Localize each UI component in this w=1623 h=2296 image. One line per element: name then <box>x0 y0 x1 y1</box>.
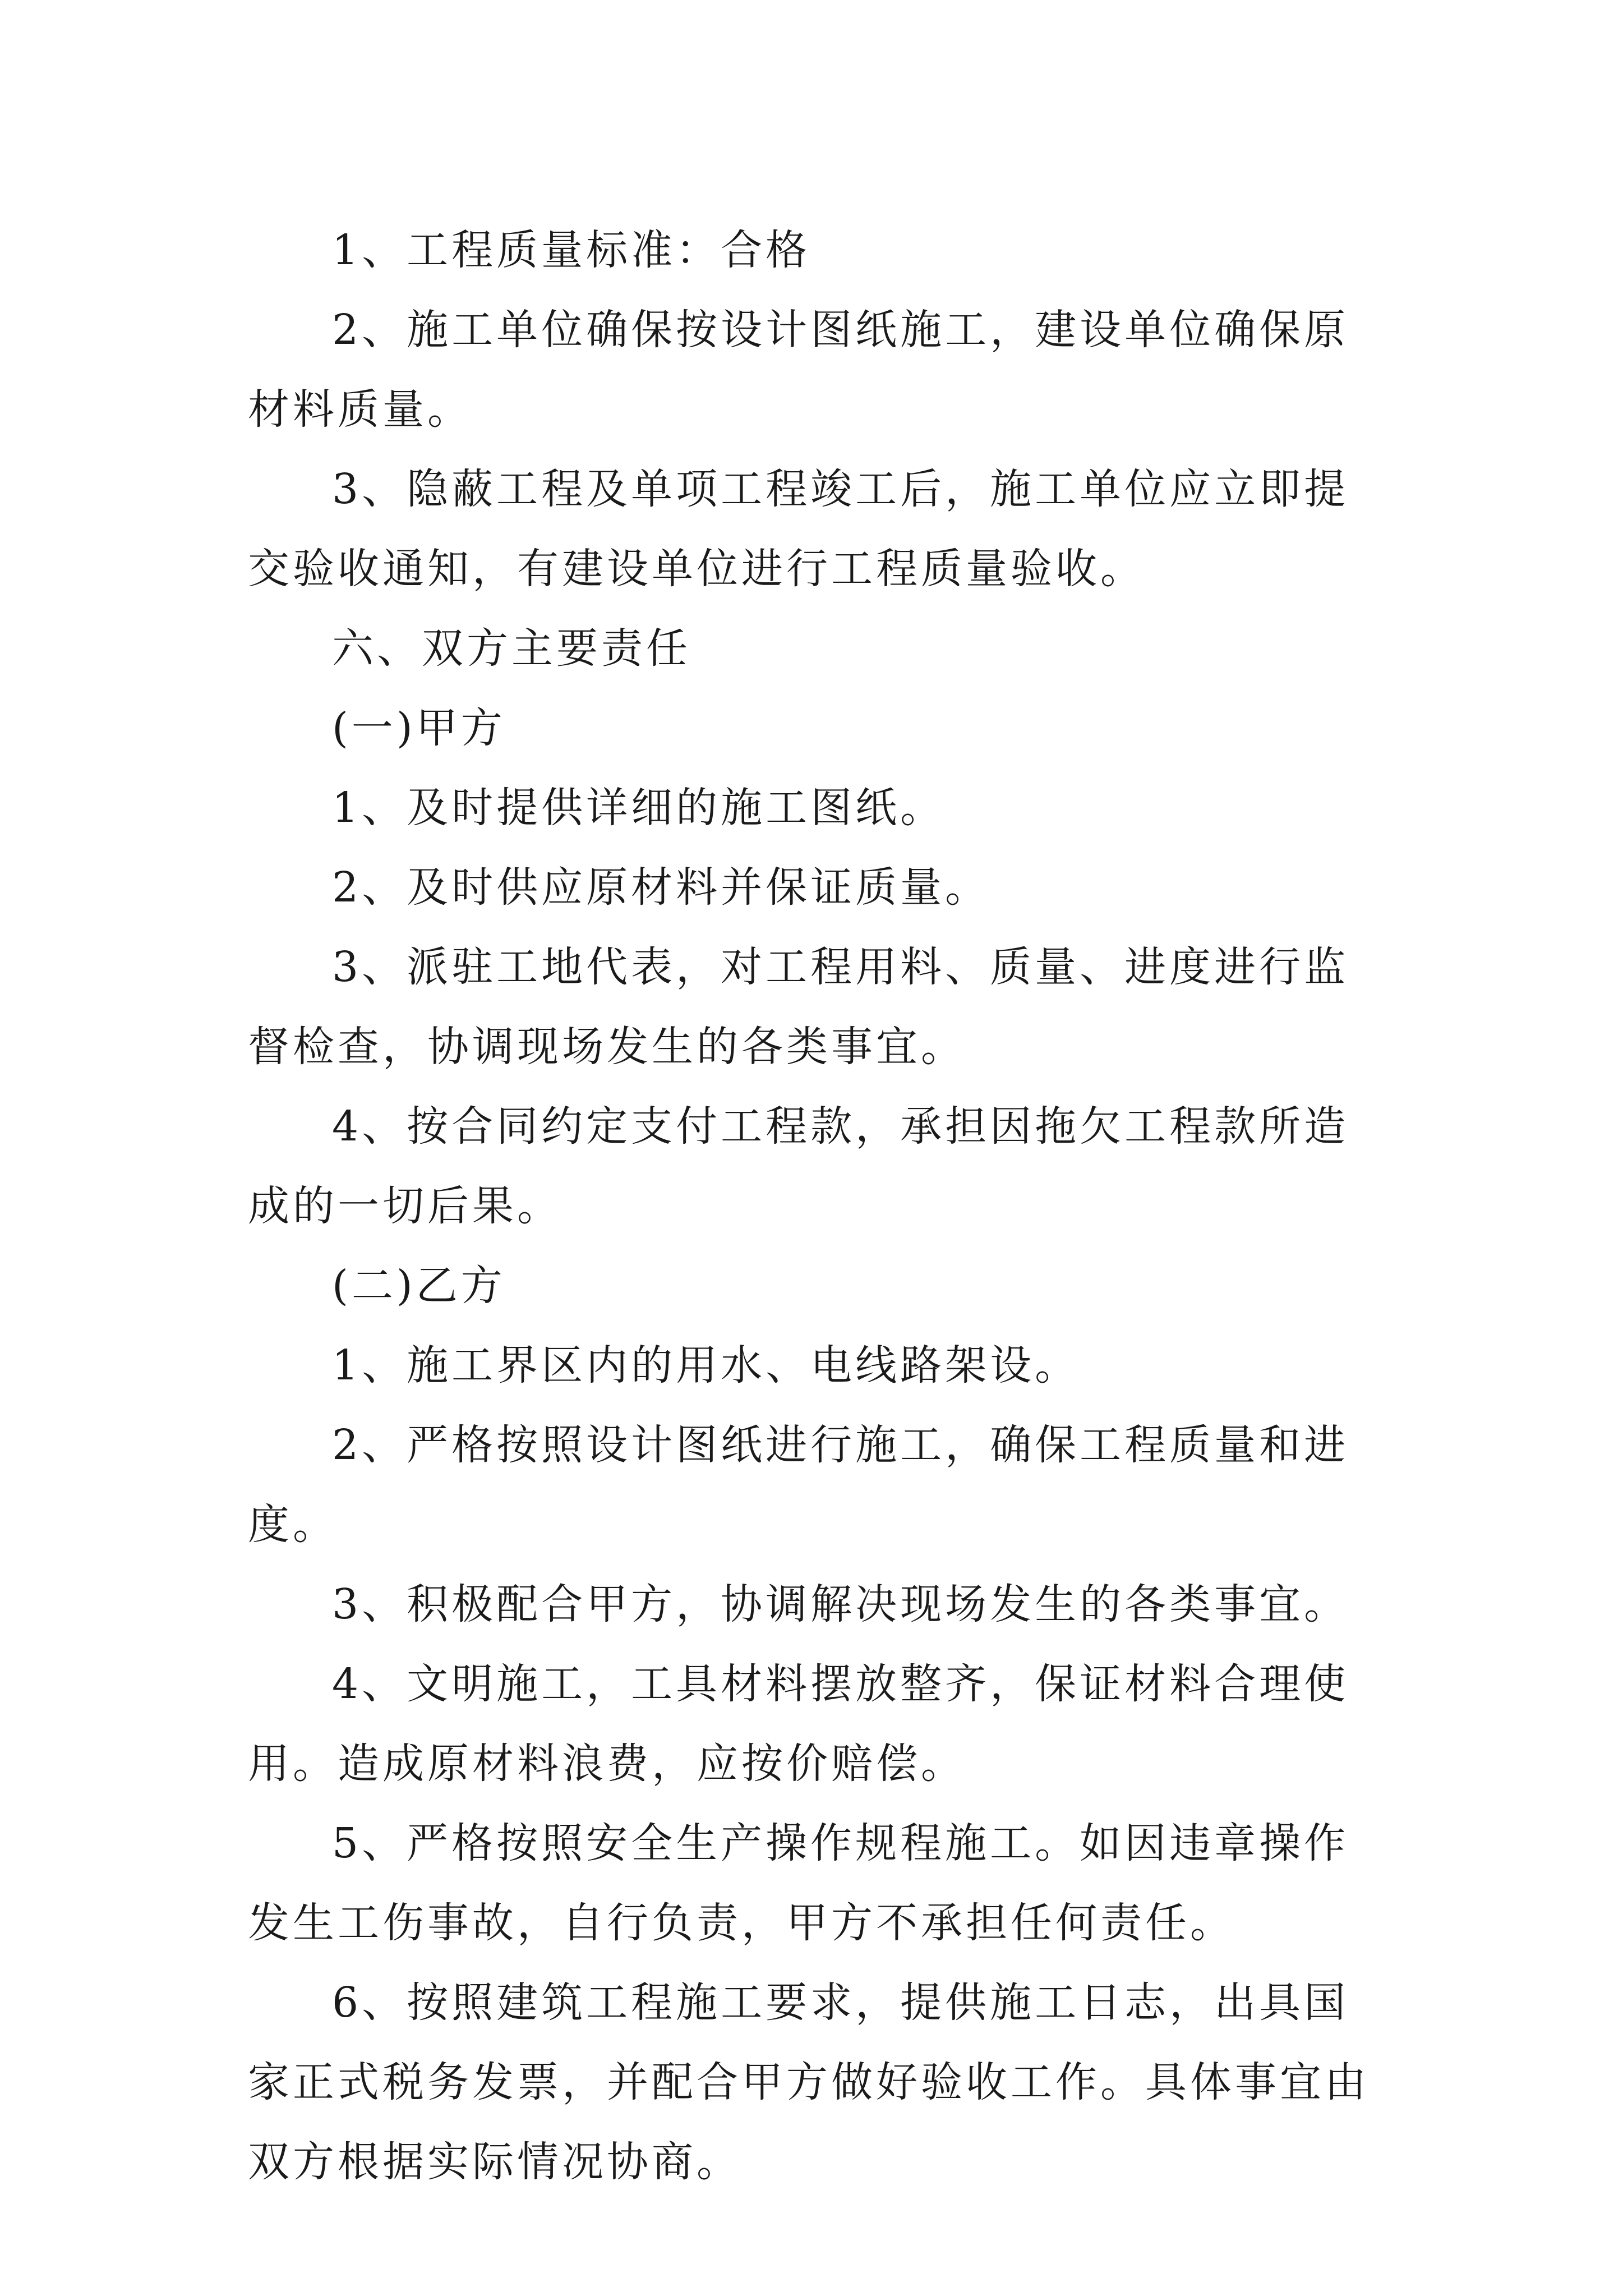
subsection-heading-party-b: (二)乙方 <box>332 1262 506 1310</box>
paragraph-party-b-item-6: 6、按照建筑工程施工要求，提供施工日志，出具国家正式税务发票，并配合甲方做好验收工作。具体事宜由双方根据实际情况协商。 <box>248 1978 1370 2186</box>
paragraph-party-a-item-2: 2、及时供应原材料并保证质量。 <box>332 863 990 912</box>
paragraph-party-b-item-5: 5、严格按照安全生产操作规程施工。如因违章操作发生工伤事故，自行负责，甲方不承担任何责任。 <box>248 1819 1349 1947</box>
section-heading-responsibilities: 六、双方主要责任 <box>332 624 691 673</box>
subsection-heading-party-a: (一)甲方 <box>332 704 506 752</box>
paragraph-quality-standard: 1、工程质量标准：合格 <box>332 226 811 274</box>
paragraph-party-b-item-2: 2、严格按照设计图纸进行施工，确保工程质量和进度。 <box>248 1421 1349 1549</box>
paragraph-party-b-item-3: 3、积极配合甲方，协调解决现场发生的各类事宜。 <box>332 1580 1349 1628</box>
paragraph-concealed-works-acceptance: 3、隐蔽工程及单项工程竣工后，施工单位应立即提交验收通知，有建设单位进行工程质量验收。 <box>248 465 1349 593</box>
paragraph-party-a-item-3: 3、派驻工地代表，对工程用料、质量、进度进行监督检查，协调现场发生的各类事宜。 <box>248 943 1349 1071</box>
paragraph-party-a-item-4: 4、按合同约定支付工程款，承担因拖欠工程款所造成的一切后果。 <box>248 1102 1349 1230</box>
paragraph-construction-per-drawings: 2、施工单位确保按设计图纸施工，建设单位确保原材料质量。 <box>248 306 1349 434</box>
paragraph-party-b-item-1: 1、施工界区内的用水、电线路架设。 <box>332 1341 1080 1389</box>
document-body <box>248 210 1392 2202</box>
paragraph-party-a-item-1: 1、及时提供详细的施工图纸。 <box>332 784 946 832</box>
paragraph-party-b-item-4: 4、文明施工，工具材料摆放整齐，保证材料合理使用。造成原材料浪费，应按价赔偿。 <box>248 1660 1349 1788</box>
